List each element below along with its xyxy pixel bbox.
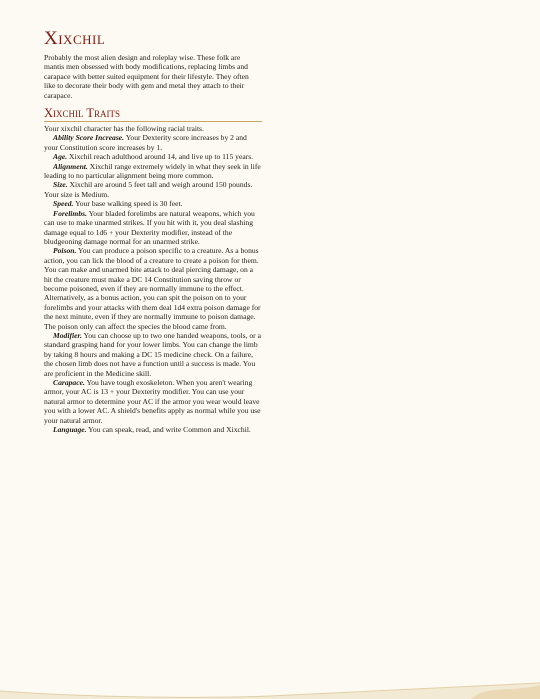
trait-paragraph	[44, 378, 262, 425]
intro-paragraph: Probably the most alien design and roleplay wise. These folk are mantis men obsessed with body modifications, replacing limbs and carapace with better suited equipment for their lifestyle. They often like to decorate their body with gem and metal they attach to their carapace.	[44, 53, 249, 100]
trait-text: Your base walking speed is 30 feet.	[73, 199, 183, 209]
trait-text: Your bladed forelimbs are natural weapons, which you can use to make unarmed strikes. If you hit with it, you deal slashing damage equal to 1d6 + your Dexterity modifier, instead of the bludgeoning damage normal for an unarmed strike.	[44, 208, 255, 246]
trait-text: Xixchil range extremely widely in what they seek in life leading to no particular alignment being more common.	[44, 161, 261, 181]
trait-name: Language.	[53, 425, 87, 435]
trait-paragraph	[44, 246, 262, 331]
traits-list	[44, 133, 262, 434]
trait-paragraph	[44, 152, 262, 161]
trait-paragraph	[44, 180, 262, 199]
trait-name: Forelimbs.	[53, 208, 87, 218]
trait-paragraph	[44, 209, 262, 247]
traits-lead: Your xixchil character has the following racial traits.	[44, 124, 204, 134]
trait-name: Poison.	[53, 246, 77, 256]
trait-paragraph	[44, 199, 262, 208]
page-title: Xixchil	[44, 28, 106, 49]
trait-text: You can produce a poison specific to a creature. As a bonus action, you can lick the blood of a creature to create a poison for them. You can make and unarmed bite attack to deal piercing damage, on a hit the creature must make a DC 14 Constitution saving throw or become poisoned, even if they are normally immune to the effect. Alternatively, as a bonus action, you can spit the poison on to your forelimbs and your attacks with them deal 1d4 extra poison damage for the next minute, even if they are normally immune to poison damage. The poison only can affect the species the blood came from.	[44, 246, 261, 331]
trait-text: You have tough exoskeleton. When you aren't wearing armor, your AC is 13 + your Dexterity modifier. You can use your natural armor to determine your AC if the armor you wear would leave you with a lower AC. A shield's benefits apply as normal while you use your natural armor.	[44, 378, 261, 425]
trait-text: Xixchil reach adulthood around 14, and live up to 115 years.	[67, 152, 254, 162]
trait-name: Alignment.	[53, 161, 88, 171]
trait-paragraph	[44, 425, 262, 434]
traits-heading: Xixchil Traits	[44, 106, 262, 122]
trait-name: Carapace.	[53, 378, 85, 387]
footer-decoration	[0, 669, 540, 699]
trait-name: Size.	[53, 180, 68, 190]
trait-text: Your Dexterity score increases by 2 and your Constitution score increases by 1.	[44, 133, 247, 152]
trait-name: Modifier.	[53, 330, 82, 340]
trait-name: Ability Score Increase.	[53, 133, 125, 143]
text-column	[44, 28, 262, 434]
trait-text: You can speak, read, and write Common and Xixchil.	[86, 425, 251, 435]
trait-text: Xixchil are around 5 feet tall and weigh around 150 pounds. Your size is Medium.	[44, 180, 253, 199]
trait-paragraph	[44, 133, 262, 152]
trait-text: You can choose up to two one handed weapons, tools, or a standard grasping hand for your lower limbs. You can change the limb by taking 8 hours and making a DC 15 medicine check. On a failure, the chosen limb does not have a function until a success is made. You are proficient in the Medicine skill.	[44, 330, 261, 378]
trait-name: Speed.	[53, 199, 74, 209]
trait-name: Age.	[53, 152, 68, 162]
trait-paragraph	[44, 331, 262, 378]
trait-paragraph	[44, 162, 262, 181]
